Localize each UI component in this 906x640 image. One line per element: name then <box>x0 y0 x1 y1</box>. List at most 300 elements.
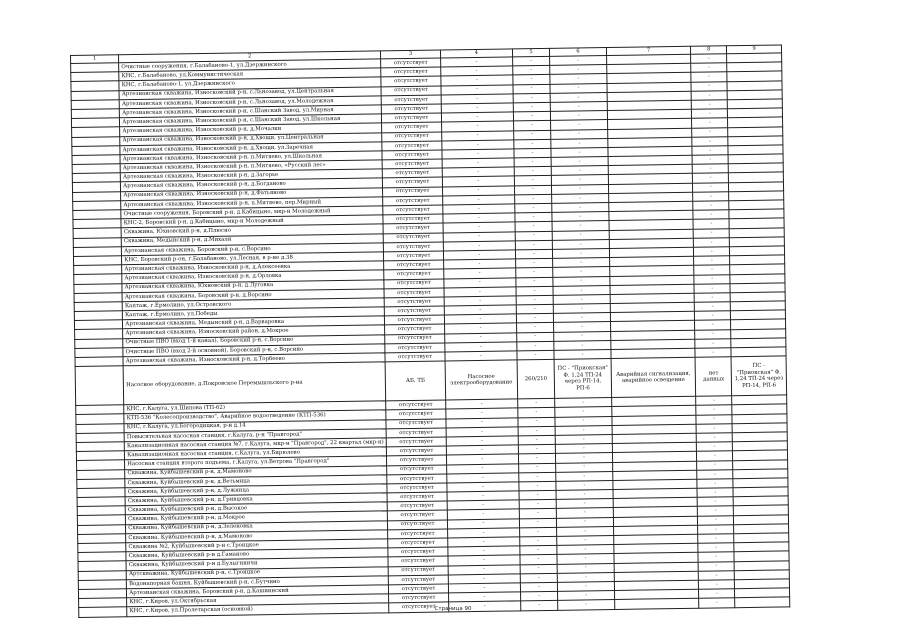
empty-value-cell: - <box>516 277 554 287</box>
empty-value-cell: - <box>554 340 610 350</box>
empty-value-cell: - <box>448 546 520 556</box>
status-cell: отсутствует <box>381 67 441 77</box>
empty-value-cell: - <box>692 100 728 110</box>
object-name-cell: Скважина, Куйбышевский р-н, д.Мамоново <box>125 465 387 478</box>
status-cell: отсутствует <box>381 76 441 86</box>
empty-value-cell: - <box>449 592 521 602</box>
empty-value-cell: - <box>520 555 558 565</box>
empty-value-cell: - <box>516 314 554 324</box>
empty-value-cell: - <box>694 283 730 293</box>
empty-value-cell: - <box>442 158 514 168</box>
empty-value-cell: - <box>556 480 612 490</box>
status-cell: отсутствует <box>384 288 444 298</box>
detail-cell: Аварийная сигнализация, аварийное освещение <box>611 357 696 397</box>
empty-value-cell: - <box>694 247 730 257</box>
empty-value-cell: - <box>448 574 520 584</box>
object-name-cell: Артскважина, Куйбышевский р-н, с.Троицкое <box>126 566 388 579</box>
object-name-cell: Скважина, Куйбышевский р-н д.Булыгиничи <box>126 557 388 570</box>
empty-value-cell: - <box>696 396 732 406</box>
empty-value-cell: - <box>517 399 555 409</box>
empty-value-cell: - <box>513 75 551 85</box>
empty-value-cell: - <box>554 331 610 341</box>
empty-value-cell: - <box>512 66 550 76</box>
empty-value-cell: - <box>512 56 550 66</box>
object-name-cell: КТП-536 "Колесопроизводство", Аварийное водоотведение (КТП-536) <box>124 410 386 423</box>
empty-value-cell: - <box>444 287 516 297</box>
empty-value-cell: - <box>699 589 735 599</box>
row-number-cell <box>75 366 124 406</box>
empty-value-cell: - <box>514 194 552 204</box>
empty-value-cell: - <box>698 497 734 507</box>
empty-value-cell: - <box>448 583 520 593</box>
object-name-cell: Скважина, Куйбышевский р-н, д.Мамоново <box>126 530 388 543</box>
object-name-cell: Артезианская скважина, Юхновский р-н, д.Луговка <box>122 279 384 292</box>
empty-value-cell: - <box>442 140 514 150</box>
empty-value-cell: - <box>697 488 733 498</box>
empty-value-cell: - <box>692 127 728 137</box>
empty-value-cell: - <box>517 350 555 360</box>
object-name-cell: Очистные ПВО (вход 1-й канал), Боровский р-н, с.Ворсино <box>123 334 385 347</box>
status-cell: отсутствует <box>387 492 447 502</box>
status-cell: отсутствует <box>385 324 445 334</box>
empty-value-cell: - <box>552 203 608 213</box>
empty-value-cell: - <box>447 500 519 510</box>
status-cell: отсутствует <box>381 95 441 105</box>
object-name-cell: Артезианская скважина, Износковский р-н, д.Хвощи, ул.Заречная <box>120 142 382 155</box>
empty-value-cell: - <box>517 408 555 418</box>
object-name-cell: Артезианская скважина, Износковский р-н, с.Шанский Завод, ул.Мирная <box>120 105 382 118</box>
empty-value-cell: - <box>443 222 515 232</box>
empty-value-cell: - <box>517 341 555 351</box>
empty-value-cell: - <box>558 600 614 610</box>
empty-value-cell: - <box>557 499 613 509</box>
object-name-cell: Скважина, Куйбышевский р-н, д.Высокое <box>125 502 387 515</box>
object-name-cell: КНС, г.Балабаново, ул.Коммунистическая <box>119 68 381 81</box>
empty-value-cell: - <box>554 322 610 332</box>
status-cell: отсутствует <box>382 131 442 141</box>
object-name-cell: Канализационная насосная станция №7, г.Калуга, мкр-н "Правгород", 22 квартал (мкр-н) <box>124 438 386 451</box>
status-cell: отсутствует <box>382 187 442 197</box>
empty-value-cell: - <box>691 63 727 73</box>
empty-value-cell: - <box>444 277 516 287</box>
empty-value-cell: - <box>557 535 613 545</box>
empty-value-cell: - <box>515 268 553 278</box>
empty-value-cell: - <box>698 515 734 525</box>
empty-value-cell: - <box>558 581 614 591</box>
empty-value-cell: - <box>699 598 735 608</box>
status-cell: отсутствует <box>388 575 448 585</box>
empty-value-cell: - <box>551 92 607 102</box>
empty-value-cell: - <box>446 408 518 418</box>
object-name-cell: Скважина, Куйбышевский р-н д.Гаманово <box>126 548 388 561</box>
empty-value-cell: - <box>442 112 514 122</box>
empty-value-cell: - <box>519 509 557 519</box>
empty-value-cell: - <box>552 175 608 185</box>
column-number: 3 <box>380 50 440 59</box>
object-name-cell: Скважина, Куйбышевский р-н, д.Мокрое <box>126 511 388 524</box>
empty-value-cell: - <box>448 528 520 538</box>
status-cell: отсутствует <box>384 315 444 325</box>
object-name-cell: Артезианская скважина, Износковский р-н, д.Алексеевка <box>122 261 384 274</box>
empty-value-cell: - <box>515 222 553 232</box>
empty-value-cell: - <box>447 463 519 473</box>
status-cell: отсутствует <box>389 602 449 612</box>
object-name-cell: Артезианская скважина, Износковский р-н, п.Митяево, пер.Мирный <box>121 197 383 210</box>
empty-value-cell: - <box>694 274 730 284</box>
object-name-cell: КНС, г.Калуга, ул.Шипова (ТП-62) <box>124 401 386 414</box>
empty-value-cell: - <box>552 166 608 176</box>
empty-value-cell: - <box>443 195 515 205</box>
empty-value-cell: - <box>697 479 733 489</box>
status-cell: отсутствует <box>382 150 442 160</box>
empty-value-cell: - <box>697 460 733 470</box>
detail-cell: 260/210 <box>517 360 555 400</box>
status-cell: отсутствует <box>386 400 446 410</box>
empty-value-cell: - <box>551 157 607 167</box>
empty-value-cell: - <box>551 129 607 139</box>
empty-value-cell: - <box>515 258 553 268</box>
empty-value-cell: - <box>449 601 521 611</box>
empty-value-cell: - <box>696 423 732 433</box>
empty-value-cell: - <box>551 111 607 121</box>
empty-value-cell: - <box>445 351 517 361</box>
empty-value-cell: - <box>697 433 733 443</box>
object-name-cell: Артезианская скважина, Боровский р-н, с.Ворсино <box>122 243 384 256</box>
status-cell: отсутствует <box>385 334 445 344</box>
column-number: 2 <box>119 51 381 63</box>
empty-value-cell: - <box>698 534 734 544</box>
object-name-cell: Артезианская скважина, Износковский р-н, д.Хвощи, ул.Центральная <box>120 132 382 145</box>
empty-value-cell: - <box>516 323 554 333</box>
empty-value-cell: - <box>692 146 728 156</box>
status-cell: отсутствует <box>387 474 447 484</box>
object-name-cell: КНС, Боровский р-он, г.Балабаново, ул.Лесная, в р-не д.38 <box>122 252 384 265</box>
empty-value-cell: - <box>515 240 553 250</box>
status-cell: отсутствует <box>384 306 444 316</box>
column-number: 6 <box>550 48 606 57</box>
empty-value-cell: - <box>513 130 551 140</box>
empty-value-cell: - <box>555 398 611 408</box>
detail-cell: нет данных <box>695 357 731 397</box>
object-name-cell: Водонапорная башня, Куйбышевский р-н, с.Бутчино <box>127 576 389 589</box>
empty-value-cell: - <box>519 481 557 491</box>
object-name-cell: Артезианская скважина, Износковский р-н, д.Загорье <box>120 169 382 182</box>
empty-value-cell: - <box>514 176 552 186</box>
empty-value-cell: - <box>520 546 558 556</box>
empty-value-cell: - <box>551 120 607 130</box>
status-cell: отсутствует <box>382 122 442 132</box>
empty-value-cell: - <box>692 118 728 128</box>
status-cell: отсутствует <box>387 510 447 520</box>
status-cell: отсутствует <box>383 196 443 206</box>
empty-value-cell: - <box>696 414 732 424</box>
data-table <box>70 44 790 617</box>
empty-value-cell: - <box>513 121 551 131</box>
status-cell: отсутствует <box>381 58 441 68</box>
empty-value-cell: - <box>554 350 610 360</box>
empty-value-cell: - <box>445 323 517 333</box>
object-name-cell: Очистные сооружения, г.Балабаново-1, ул.Дзержинского <box>119 59 381 72</box>
status-cell: отсутствует <box>387 464 447 474</box>
empty-value-cell: - <box>694 237 730 247</box>
empty-value-cell: - <box>552 193 608 203</box>
empty-value-cell: - <box>443 213 515 223</box>
column-number: 9 <box>727 45 782 54</box>
status-cell: отсутствует <box>383 233 443 243</box>
column-number: 1 <box>71 55 119 64</box>
empty-value-cell: - <box>691 54 727 64</box>
empty-value-cell: - <box>552 212 608 222</box>
status-cell: отсутствует <box>381 104 441 114</box>
status-cell: отсутствует <box>386 455 446 465</box>
empty-value-cell: - <box>514 167 552 177</box>
status-cell: отсутствует <box>388 593 448 603</box>
empty-value-cell: - <box>444 259 516 269</box>
empty-value-cell: - <box>557 545 613 555</box>
empty-value-cell: - <box>698 525 734 535</box>
object-name-cell: Скважина, Юхновский р-н, д.Плюсно <box>121 224 383 237</box>
empty-value-cell: - <box>699 580 735 590</box>
empty-value-cell: - <box>694 265 730 275</box>
empty-value-cell: - <box>693 219 729 229</box>
detail-cell: ПС - "Приокская" Ф. 1,24 ТП-24 через РП-14, РП-6 <box>731 356 786 396</box>
status-cell: отсутствует <box>387 483 447 493</box>
empty-value-cell: - <box>553 230 609 240</box>
empty-value-cell: - <box>445 314 517 324</box>
empty-value-cell: - <box>551 147 607 157</box>
empty-value-cell: - <box>443 241 515 251</box>
empty-value-cell: - <box>514 157 552 167</box>
empty-value-cell: - <box>442 121 514 131</box>
empty-value-cell: - <box>553 267 609 277</box>
empty-value-cell: - <box>695 320 731 330</box>
empty-value-cell: - <box>447 454 519 464</box>
empty-value-cell: - <box>556 462 612 472</box>
empty-value-cell: - <box>442 130 514 140</box>
empty-value-cell: - <box>695 302 731 312</box>
object-name-cell: Артезианская скважина, Боровский р-н, д.Ворсино <box>122 289 384 302</box>
object-name-cell: Артезианская скважина, Боровский р-н, д.Кашиинский <box>127 585 389 598</box>
status-cell: отсутствует <box>381 86 441 96</box>
empty-value-cell: - <box>515 249 553 259</box>
status-cell: отсутствует <box>385 343 445 353</box>
status-cell: отсутствует <box>388 529 448 539</box>
empty-value-cell: - <box>441 103 513 113</box>
status-cell: отсутствует <box>383 214 443 224</box>
empty-value-cell: - <box>693 192 729 202</box>
empty-value-cell: - <box>552 221 608 231</box>
empty-value-cell: - <box>553 248 609 258</box>
empty-value-cell: - <box>699 570 735 580</box>
empty-value-cell: - <box>550 65 606 75</box>
empty-value-cell: - <box>692 136 728 146</box>
status-cell: отсутствует <box>383 223 443 233</box>
empty-value-cell: - <box>692 109 728 119</box>
object-name-cell: Повысительная насосная станция, г.Калуга, р-н "Правгород" <box>124 429 386 442</box>
object-name-cell: Артезианская скважина, Износковский р-н, д.Мочалки <box>120 123 382 136</box>
empty-value-cell: - <box>698 543 734 553</box>
empty-value-cell: - <box>698 506 734 516</box>
empty-value-cell: - <box>556 453 612 463</box>
empty-value-cell: - <box>448 537 520 547</box>
empty-value-cell: - <box>443 204 515 214</box>
empty-value-cell: - <box>446 436 518 446</box>
empty-value-cell: - <box>550 56 606 66</box>
empty-value-cell: - <box>518 454 556 464</box>
empty-value-cell: - <box>692 155 728 165</box>
column-number: 5 <box>512 48 550 57</box>
empty-value-cell: - <box>446 445 518 455</box>
column-number: 8 <box>691 46 727 55</box>
empty-value-cell: - <box>516 295 554 305</box>
empty-value-cell: - <box>445 342 517 352</box>
empty-value-cell: - <box>691 72 727 82</box>
empty-value-cell: - <box>514 139 552 149</box>
empty-value-cell: - <box>520 591 558 601</box>
empty-value-cell: - <box>554 313 610 323</box>
empty-value-cell: - <box>697 442 733 452</box>
empty-value-cell: - <box>557 508 613 518</box>
object-name-cell: Артезианская скважина, Износковский р-н, д.Орловка <box>122 270 384 283</box>
empty-value-cell: - <box>448 519 520 529</box>
object-name-cell: Артезианская скважина, Медынский р-н, д.Варваровка <box>123 316 385 329</box>
empty-value-cell: - <box>515 231 553 241</box>
empty-value-cell: - <box>695 329 731 339</box>
empty-value-cell: - <box>556 490 612 500</box>
empty-value-cell: - <box>514 148 552 158</box>
status-cell: отсутствует <box>388 547 448 557</box>
empty-value-cell: - <box>513 111 551 121</box>
empty-value-cell: - <box>445 333 517 343</box>
empty-value-cell: - <box>557 554 613 564</box>
object-name-cell: КНС-2, Боровский р-н, д.Кабицыно, мкр-н Молодежный <box>121 215 383 228</box>
object-name-cell: Скважина, Куйбышевский р-н, д.Гривцовка <box>125 493 387 506</box>
object-name-cell: Артезианская скважина, Износковский р-н, с.Шанский Завод, ул.Школьная <box>120 114 382 127</box>
status-cell: отсутствует <box>382 159 442 169</box>
status-cell: отсутствует <box>384 278 444 288</box>
empty-value-cell: - <box>520 601 558 611</box>
empty-value-cell: - <box>519 536 557 546</box>
status-cell: отсутствует <box>386 446 446 456</box>
empty-value-cell: - <box>447 482 519 492</box>
status-cell: отсутствует <box>384 297 444 307</box>
empty-value-cell: - <box>520 564 558 574</box>
empty-value-cell: - <box>519 490 557 500</box>
status-cell: отсутствует <box>382 177 442 187</box>
empty-value-cell: - <box>443 231 515 241</box>
empty-value-cell: - <box>519 500 557 510</box>
empty-value-cell: - <box>551 101 607 111</box>
empty-value-cell: - <box>553 258 609 268</box>
empty-value-cell: - <box>518 435 556 445</box>
empty-value-cell: - <box>446 427 518 437</box>
empty-value-cell: - <box>516 332 554 342</box>
empty-value-cell: - <box>557 563 613 573</box>
empty-value-cell: - <box>514 185 552 195</box>
empty-value-cell: - <box>552 184 608 194</box>
detail-cell: ПС - "Приокская" Ф. 1,24 ТП-24 через РП-14, РП-6 <box>554 359 611 399</box>
empty-value-cell: - <box>516 304 554 314</box>
object-name-cell: Скважина, Медынский р-н, д.Михали <box>121 233 383 246</box>
object-name-cell: Насосное оборудование, д.Покровское Перемышльского р-на <box>123 362 385 405</box>
empty-value-cell: - <box>553 239 609 249</box>
column-number: 4 <box>441 49 513 58</box>
status-cell: отсутствует <box>386 437 446 447</box>
empty-value-cell: - <box>551 138 607 148</box>
object-name-cell: Скважина, Куйбышевский р-н, д.Лужница <box>125 484 387 497</box>
status-cell: отсутствует <box>386 428 446 438</box>
empty-value-cell: - <box>513 84 551 94</box>
empty-value-cell: - <box>513 93 551 103</box>
object-name-cell: Канализационная насосная станция, г.Калуга, ул.Бирюлево <box>125 447 387 460</box>
empty-value-cell: - <box>553 285 609 295</box>
empty-value-cell: - <box>442 176 514 186</box>
empty-value-cell: - <box>694 293 730 303</box>
object-name-cell: Артезианская скважина, Износковский р-н, д.Торбеево <box>123 353 385 366</box>
empty-value-cell: - <box>447 509 519 519</box>
status-cell: отсутствует <box>388 566 448 576</box>
empty-value-cell: - <box>515 213 553 223</box>
empty-value-cell: - <box>554 294 610 304</box>
empty-value-cell: - <box>694 228 730 238</box>
empty-value-cell: - <box>555 425 611 435</box>
object-name-cell: Скважина №2, Куйбышевский р-н с.Троицкое <box>126 539 388 552</box>
status-cell: отсутствует <box>382 141 442 151</box>
empty-value-cell: - <box>691 91 727 101</box>
empty-value-cell: - <box>697 451 733 461</box>
empty-value-cell: - <box>444 296 516 306</box>
object-name-cell: Артезианская скважина, Износковский р-н, п.Митяево, «Русский лес» <box>120 160 382 173</box>
empty-value-cell: - <box>518 463 556 473</box>
empty-value-cell: - <box>555 407 611 417</box>
object-name-cell: Артезианская скважина, Износковский р-н, с.Льнозавод, ул.Молодежная <box>119 96 381 109</box>
empty-value-cell: - <box>514 203 552 213</box>
empty-value-cell: - <box>447 473 519 483</box>
empty-value-cell: - <box>448 564 520 574</box>
empty-value-cell: - <box>441 84 513 94</box>
empty-value-cell: - <box>444 305 516 315</box>
empty-value-cell: - <box>446 399 518 409</box>
status-cell: отсутствует <box>384 269 444 279</box>
object-name-cell: Очистные сооружения, Боровский р-н, д.Кабицыно, мкр-н Молодежный <box>121 206 383 219</box>
object-name-cell: Артезианская скважина, Износковский район, д.Мокрое <box>123 325 385 338</box>
status-cell: отсутствует <box>388 538 448 548</box>
object-name-cell: Артезианская скважина, Износковский р-н, д.Фатьяново <box>121 188 383 201</box>
status-cell: отсутствует <box>388 556 448 566</box>
object-name-cell: Скважина, Куйбышевский р-н, д.Ветьмица <box>125 475 387 488</box>
empty-value-cell: - <box>693 182 729 192</box>
object-name-cell: КНС, г.Киров, ул.Пролетарская (основной) <box>127 603 389 616</box>
empty-value-cell: - <box>691 81 727 91</box>
empty-value-cell: - <box>558 591 614 601</box>
empty-value-cell: - <box>693 201 729 211</box>
empty-value-cell: - <box>513 102 551 112</box>
empty-value-cell: - <box>554 304 610 314</box>
empty-value-cell: - <box>520 582 558 592</box>
empty-value-cell: - <box>446 417 518 427</box>
status-cell: отсутствует <box>386 419 446 429</box>
empty-value-cell: - <box>697 469 733 479</box>
empty-value-cell: - <box>442 149 514 159</box>
status-cell: отсутствует <box>385 352 445 362</box>
empty-value-cell: - <box>693 164 729 174</box>
empty-value-cell: - <box>516 286 554 296</box>
empty-value-cell: - <box>518 426 556 436</box>
object-name-cell: КНС, г.Киров, ул.Октябрьская <box>127 594 389 607</box>
object-name-cell: Скважина, Куйбышевский р-н, д.Зеленовка <box>126 520 388 533</box>
empty-value-cell: - <box>447 491 519 501</box>
object-name-cell: Очистные ПВО (вход 2-й основной), Боровский р-н, с.Ворсино <box>123 344 385 357</box>
